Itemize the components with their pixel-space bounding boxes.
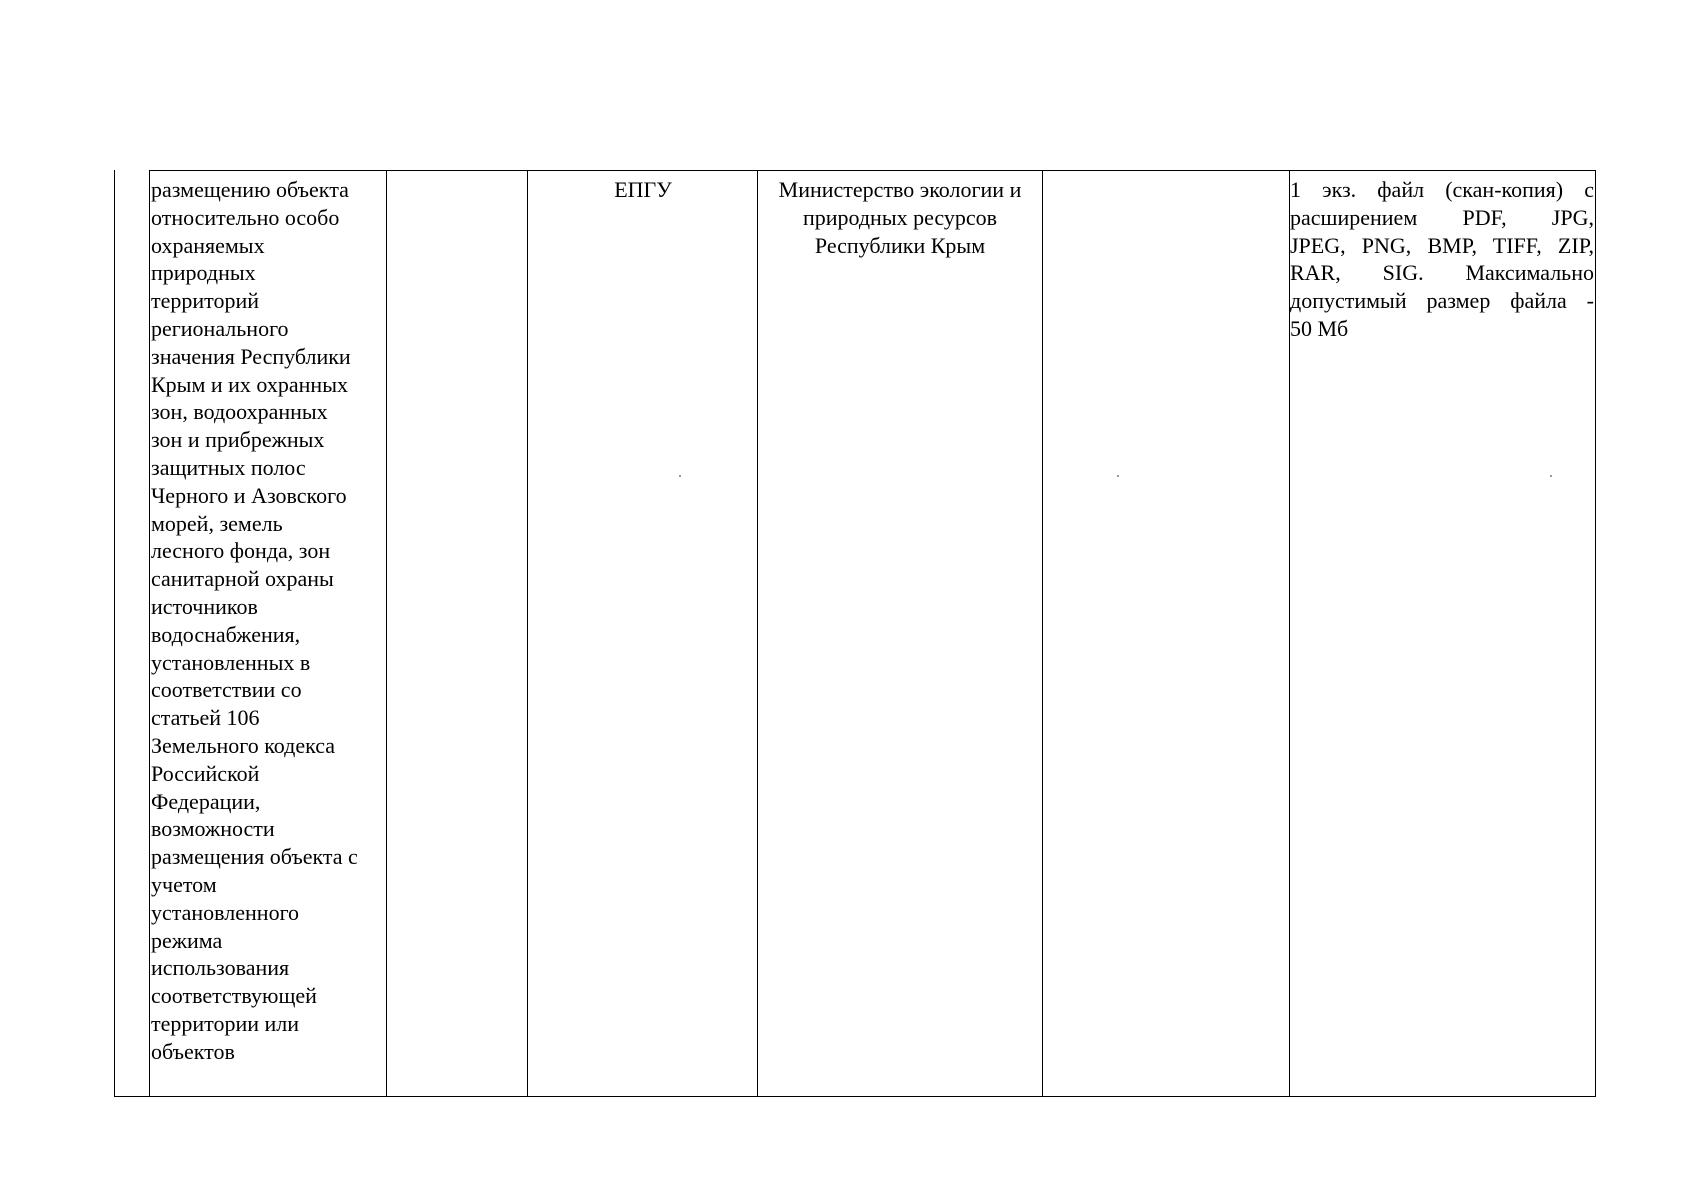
requirement-line: размещению объекта xyxy=(151,177,349,202)
requirement-line: статьей 106 xyxy=(151,705,260,731)
column-divider-2 xyxy=(386,170,387,1096)
requirement-line: территорий xyxy=(151,288,260,314)
file-format-line: JPEG, PNG, BMP, TIFF, ZIP, xyxy=(1290,232,1594,258)
table-left-border xyxy=(114,170,115,1096)
file-format-line: расширением PDF, JPG, xyxy=(1290,204,1594,230)
requirement-cell xyxy=(151,176,386,1066)
column-divider-4 xyxy=(757,170,758,1096)
requirement-line: водоснабжения, xyxy=(151,621,301,647)
column-divider-1 xyxy=(149,170,150,1096)
file-format-line: допустимый размер файла - xyxy=(1290,288,1594,314)
table-top-border xyxy=(149,170,1596,171)
scan-speck xyxy=(1550,475,1552,477)
scan-speck xyxy=(1117,475,1119,477)
requirement-line: санитарной охраны xyxy=(151,566,334,592)
requirement-line: охраняемых xyxy=(151,232,265,258)
requirement-line: источников xyxy=(151,593,258,619)
requirement-line: Российской xyxy=(151,760,260,786)
requirement-line: лесного фонда, зон xyxy=(151,538,331,564)
file-format-cell xyxy=(1290,176,1594,343)
column-divider-5 xyxy=(1042,170,1043,1096)
requirement-line: объектов xyxy=(151,1038,235,1064)
requirement-line: размещения объекта с xyxy=(151,844,358,870)
requirement-line: соответствующей xyxy=(151,983,317,1009)
authority-cell xyxy=(759,176,1041,259)
authority-line: Министерство экологии и xyxy=(778,177,1022,202)
requirement-line: режима xyxy=(151,927,223,953)
requirement-line: Федерации, xyxy=(151,788,261,814)
requirement-line: регионального xyxy=(151,315,289,341)
authority-line: Республики Крым xyxy=(814,232,986,258)
file-format-line: 50 Мб xyxy=(1290,315,1349,341)
requirement-line: установленного xyxy=(151,899,300,925)
requirement-line: морей, земель xyxy=(151,510,283,536)
requirement-line: значения Республики xyxy=(151,343,351,369)
requirement-line: возможности xyxy=(151,816,275,842)
requirement-line: защитных полос xyxy=(151,454,306,480)
requirement-line: использования xyxy=(151,955,290,981)
column-divider-3 xyxy=(527,170,528,1096)
file-format-line: 1 экз. файл (скан-копия) с xyxy=(1290,177,1594,202)
channel-cell xyxy=(528,176,758,204)
requirement-line: зон и прибрежных xyxy=(151,427,325,453)
requirement-line: Крым и их охранных xyxy=(151,371,348,397)
channel-text: ЕПГУ xyxy=(614,177,672,202)
requirement-line: природных xyxy=(151,260,256,286)
requirement-line: учетом xyxy=(151,871,217,897)
requirement-line: установленных в xyxy=(151,649,311,675)
requirement-line: территории или xyxy=(151,1010,300,1036)
requirement-line: зон, водоохранных xyxy=(151,399,328,425)
requirement-line: соответствии со xyxy=(151,677,302,703)
file-format-line: RAR, SIG. Максимально xyxy=(1290,260,1594,286)
requirement-line: Земельного кодекса xyxy=(151,732,336,758)
requirement-line: Черного и Азовского xyxy=(151,482,347,508)
table-right-border xyxy=(1595,170,1596,1096)
document-table xyxy=(114,170,1596,1097)
scan-speck xyxy=(679,475,681,477)
authority-line: природных ресурсов xyxy=(802,204,998,230)
requirement-line: относительно особо xyxy=(151,204,340,230)
